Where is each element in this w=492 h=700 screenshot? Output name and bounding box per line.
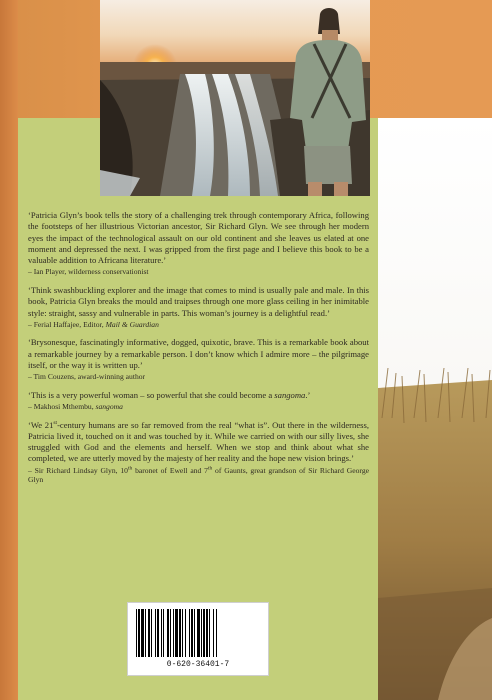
barcode-bar <box>155 609 156 657</box>
barcode-bar <box>191 609 193 657</box>
barcode-bar <box>213 609 214 657</box>
quote-text-sup: st <box>53 419 58 426</box>
quote-text-prefix: ‘This is a very powerful woman – so powerful that she could become a <box>28 389 275 400</box>
barcode-bar <box>216 609 217 657</box>
barcode-bar <box>167 609 169 657</box>
savanna-photo <box>378 118 492 700</box>
attribution-italic: Mail & Guardian <box>105 319 159 329</box>
quote-attribution <box>28 466 369 485</box>
quote-text <box>28 390 369 401</box>
quote-text: ‘Patricia Glyn’s book tells the story of a challenging trek through contemporary Africa, following the footsteps of her illustrious Victorian ancestor, Sir Richard Glyn. We see through her modern eyes the impact of the technological assault on our old continent and she leaves us elated at one moment and depressed the next. I was gripped from the first page and I believe this book to be a valuable addition to Africana literature.’ <box>28 210 369 266</box>
barcode-bar <box>151 609 152 657</box>
barcode-bar <box>163 609 164 657</box>
barcode-bar <box>209 609 210 657</box>
waterfall-photo <box>100 0 370 196</box>
isbn-barcode <box>127 602 269 676</box>
barcode-bar <box>148 609 150 657</box>
barcode-bar <box>157 609 159 657</box>
barcode-bar <box>141 609 144 657</box>
quote-attribution <box>28 320 369 330</box>
barcode-bar <box>189 609 190 657</box>
quote-text-suffix: .’ <box>305 389 311 400</box>
quote-text-italic: sangoma <box>274 389 306 400</box>
attribution-italic: sangoma <box>95 402 123 412</box>
quote-block <box>28 285 369 329</box>
barcode-bar <box>185 609 186 657</box>
quote-attribution: – Tim Couzens, award-winning author <box>28 372 146 382</box>
isbn-number: 0-620-36401-7 <box>166 660 230 669</box>
barcode-bar <box>201 609 202 657</box>
review-quotes <box>28 210 369 493</box>
attr-b: baronet of Ewell and 7 <box>132 465 208 475</box>
quote-text-a: ‘We 21 <box>28 419 54 430</box>
attr-a: – Sir Richard Lindsay Glyn, 10 <box>28 465 128 475</box>
attr-c: of Gaunts, great grandson of Sir Richard George Glyn <box>28 465 369 485</box>
quote-attribution <box>28 402 369 412</box>
barcode-bar <box>206 609 208 657</box>
orange-spine-strip <box>0 0 18 700</box>
attribution-prefix: – Makhosi Mthembu, <box>28 402 96 412</box>
quote-text-b: -century humans are so far removed from the real “what is”. Out there in the wilderness, Patricia lived it, touched on it and was touched by it. While we carried on with our silly lives, she struggled with God and the elements and herself. When we stop and think about what she completed, we are utterly moved by the majesty of her reality and the hope new vision brings.’ <box>28 419 369 464</box>
quote-text: ‘Think swashbuckling explorer and the image that comes to mind is usually pale and male. In this book, Patricia Glyn breaks the mould and traipses through one more glass ceiling in her inimitable style: straight, sassy and vulnerable in parts. This woman’s journey is a delightful read.’ <box>28 284 369 318</box>
barcode-bar <box>136 609 137 657</box>
attr-sup1: th <box>127 465 133 472</box>
barcode-bar <box>145 609 146 657</box>
barcode-bar <box>173 609 174 657</box>
quote-block <box>28 337 369 381</box>
quote-block <box>28 420 369 485</box>
quote-block <box>28 210 369 277</box>
barcode-bar <box>203 609 205 657</box>
quote-text: ‘Brysonesque, fascinatingly informative, dogged, quixotic, brave. This is a remarkable book about a remarkable journey by a remarkable person. I don’t know which I admire more – the pilgrimage itself, or the way it is written up.’ <box>28 337 369 370</box>
barcode-bar <box>161 609 162 657</box>
barcode-bars <box>128 603 268 663</box>
barcode-bar <box>170 609 171 657</box>
barcode-bar <box>175 609 178 657</box>
quote-text <box>28 420 369 465</box>
attr-sup2: th <box>207 465 213 472</box>
quote-attribution: – Ian Player, wilderness conservationist <box>28 267 149 277</box>
barcode-bar <box>138 609 140 657</box>
barcode-bar <box>182 609 183 657</box>
barcode-bar <box>179 609 181 657</box>
barcode-bar <box>194 609 195 657</box>
barcode-bar <box>197 609 200 657</box>
attribution-prefix: – Ferial Haffajee, Editor, <box>28 319 106 329</box>
quote-block <box>28 390 369 412</box>
